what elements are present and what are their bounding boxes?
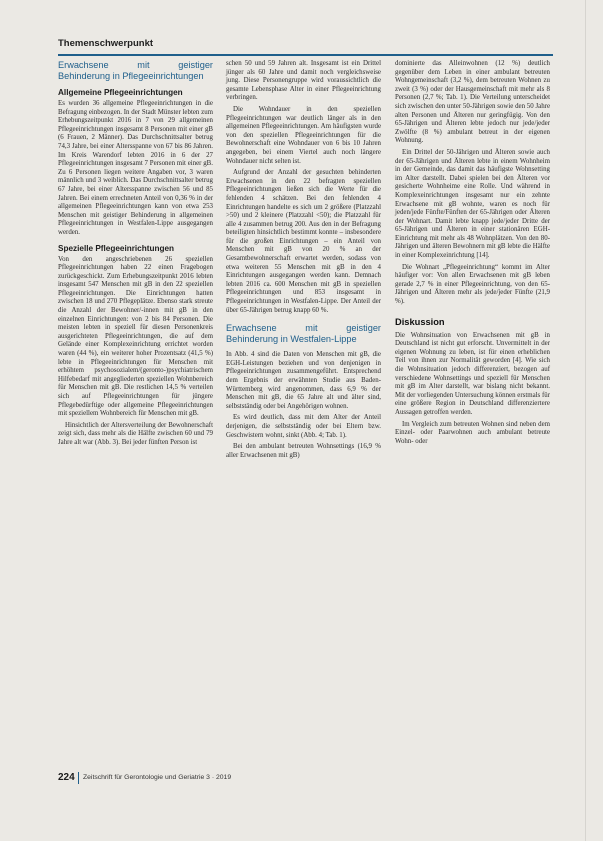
section-title-westfalen: Erwachsene mit geistiger Behinderung in Westfalen-Lippe bbox=[226, 323, 381, 345]
paragraph: Es wird deutlich, dass mit dem Alter der Anteil derjenigen, die selbstständig oder bei Eltern bzw. Geschwistern wohnt, sinkt (Abb. 4; Tab. 1). bbox=[226, 414, 381, 439]
paragraph: Bei den ambulant betreuten Wohnsettings (16,9 % aller Erwachsenen mit gB) bbox=[226, 443, 381, 459]
subheading-spezielle: Spezielle Pflegeeinrichtungen bbox=[58, 243, 175, 253]
heading-diskussion: Diskussion bbox=[395, 316, 445, 327]
paragraph: Hinsichtlich der Altersverteilung der Bewohnerschaft zeigt sich, dass mehr als die Hälfte zwischen 60 und 79 Jahre alt war (Abb. 3). Bei jeder fünften Person ist bbox=[58, 421, 213, 446]
column-3 bbox=[395, 60, 550, 449]
paragraph: Aufgrund der Anzahl der gesuchten behinderten Erwachsenen in den 22 befragten speziellen Pflegeeinrichtungen ließen sich die Werte für die fehlenden 4 schätzen. Bei den fehlenden 4 Einrichtungen handelte es sich um 2 größere (Platzzahl >50) und 2 kleinere (Platzzahl <50); die Platzzahl für alle 4 zusammen betrug 200. Aus den in der Befragung beteiligten hinsichtlich bestimmt konnte – insbesondere für die großen Einrichtungen – ein Anteil von Menschen mit gB von 20 % an der Gesamtbewohnerschaft erwartet werden, sodass von etwa weiteren 55 Menschen mit gB in den 4 Einrichtungen ausgegangen werden kann. Demnach lebten 2016 ca. 600 Menschen mit gB in speziellen Pflegeeinrichtungen und 853 insgesamt in Pflegeeinrichtungen in Westfalen-Lippe. Der Anteil der über 65-Jährigen betrug knapp 60 %. bbox=[226, 169, 381, 314]
page-number: 224 bbox=[58, 772, 75, 783]
page-footer bbox=[58, 772, 553, 786]
paragraph: Ein Drittel der 50-Jährigen und Älteren sowie auch der 65-Jährigen und Älteren lebte in einem Wohnheim in der Gemeinde, das damit das häufigste Wohnsetting im Alter darstellt. Dabei spielen bei den Älteren vor gesicherte Wohnheime eine Rolle. Und während in Komplexeinrichtungen insgesamt nur ein zehnte Erwachsene mit gB wohnte, waren es noch für jeden/jede Fünfte/Fünften der 65-Jährigen oder Älteren der Wohnart. Damit lebte knapp jede/jeder Dritte der 65-Jährigen und Älteren in einer stationären EGH-Einrichtung mit mehr als 48 Wohnplätzen. Von den 80-Jährigen und älteren Bewohnern mit gB lebte die Hälfte in einer Komplexeinrichtung [14]. bbox=[395, 148, 550, 260]
paragraph: Die Wohndauer in den speziellen Pflegeeinrichtungen war deutlich länger als in den allgemeinen Pflegeeinrichtungen. Am häufigsten wurde von den speziellen Pflegeeinrichtungen für die Bewohnerschaft eine Wohndauer von 6 bis 10 Jahren angegeben, bei einem Viertel auch noch längere Wohndauer nicht selten ist. bbox=[226, 105, 381, 165]
paragraph: Im Vergleich zum betreuten Wohnen sind neben dem Einzel- oder Paarwohnen auch ambulant betreute Wohn- oder bbox=[395, 420, 550, 445]
paragraph: Von den angeschriebenen 26 speziellen Pflegeeinrichtungen haben 22 einen Fragebogen zurückgeschickt. Zum Erhebungszeitpunkt 2016 lebten insgesamt 547 Menschen mit gB in den 22 speziellen Pflegeeinrichtungen. Die Einrichtungen hatten zwischen 18 und 270 Pflegeplätze. Ebenso stark streute die Anzahl der Bewohner/-innen mit gB in den einzelnen Einrichtungen: von 2 bis 84 Personen. Die meisten lebten in speziell für diesen Personenkreis ausgerichteten Pflegeeinrichtungen, die auf dem Gelände einer Komplexeinrichtung errichtet worden waren (44 %), ein weiterer hoher Prozentsatz (41,5 %) lebte in Pflegeeinrichtungen für Menschen mit erhöhtem psychosozialem/(geronto-)psychiatrischem Hilfebedarf mit angegliederten speziellen Wohnbereich für Menschen mit gB. Die restlichen 14,5 % verteilen sich auf Pflegeeinrichtungen für jüngere Pflegebedürftige oder allgemeine Pflegeeinrichtungen mit speziellem Wohnbereich für Menschen mit gB. bbox=[58, 255, 213, 418]
paragraph: Die Wohnart „Pflegeeinrichtung“ kommt im Alter häufiger vor: Von allen Erwachsenen mit gB leben gerade 2,7 % in einer Pflegeeinrichtung, von den 65-Jährigen und Älteren mehr als jede/jeder Fünfte (21,9 %). bbox=[395, 263, 550, 306]
paragraph: dominierte das Alleinwohnen (12 %) deutlich gegenüber dem Leben in einer ambulant betreuten Wohngemeinschaft (3,2 %), dem betreuten Wohnen zu zweit (3 %) oder der Hausgemeinschaft mit mehr als 8 Personen (2,7 %; Tab. 1). Die Verteilung unterscheidet sich zwischen den unter 50-Jährigen sowie den 50 Jahre alten Personen und Älteren nur geringfügig. Von den 65-Jährigen und Älteren lebte jedoch nur jede/jeder Zwölfte (8 %) ambulant betreut in der eigenen Wohnung. bbox=[395, 60, 550, 145]
footer-divider bbox=[78, 772, 79, 784]
subheading-allgemeine: Allgemeine Pflegeeinrichtungen bbox=[58, 88, 183, 97]
gutter-shadow bbox=[585, 0, 586, 841]
section-label: Themenschwerpunkt bbox=[58, 38, 154, 49]
column-2 bbox=[226, 60, 381, 463]
paragraph: Die Wohnsituation von Erwachsenen mit gB in Deutschland ist nicht gut erforscht. Unvermittelt in der eigenen Wohnung zu leben, ist für einen erheblichen Teil von ihnen zur Normalität geworden [4]. Wie sich die Wohnsituation jedoch differenziert, bezogen auf verschiedene Wohnsettings und speziell für Menschen mit gB im Alter darstellt, war bislang nicht bekannt. Mit der vorliegenden Untersuchung können erstmals für eine größere Region in Deutschland differenziertere Aussagen getroffen werden. bbox=[395, 331, 550, 416]
journal-citation: Zeitschrift für Gerontologie und Geriatrie 3 · 2019 bbox=[83, 774, 232, 781]
paragraph: In Abb. 4 sind die Daten von Menschen mit gB, die EGH-Leistungen beziehen und von denjenigen in Pflegeeinrichtungen zusammengeführt. Entsprechend dem Ergebnis der erwähnten Studie aus Baden-Württemberg wird angenommen, dass 6,9 % der Menschen mit gB, die 65 Jahre alt und älter sind, selbstständig oder bei Angehörigen wohnen. bbox=[226, 351, 381, 410]
paragraph: schen 50 und 59 Jahren alt. Insgesamt ist ein Drittel jünger als 60 Jahre und damit noch vergleichsweise jung. Diese Personengruppe wird voraussichtlich die gesamte Lebensphase Alter in einer Pflegeeinrichtung verbringen. bbox=[226, 60, 381, 102]
paragraph: Es wurden 36 allgemeine Pflegeeinrichtungen in die Befragung einbezogen. In der Stadt Münster lebten zum Erhebungszeitpunkt 2016 in 7 von 29 allgemeinen Pflegeeinrichtungen insgesamt 8 Personen mit einer gB (6 Frauen, 2 Männer). Das Durchschnittsalter betrug 74,3 Jahre, bei einer Altersspanne von 67 bis 86 Jahren. Im Kreis Warendorf lebten 2016 in 6 der 27 Pflegeeinrichtungen insgesamt 7 Personen mit einer gB. Zu 6 Personen liegen weitere Angaben vor, 3 waren männlich und 3 weiblich. Das Durchschnittsalter betrug 67 Jahre, bei einer Altersspanne zwischen 56 und 85 Jahren. Bei einem errechneten Anteil von 0,36 % in der allgemeinen Pflegeeinrichtungen kann von etwa 253 Menschen mit geistiger Behinderung in allgemeinen Pflegeeinrichtungen in Westfalen-Lippe ausgegangen werden. bbox=[58, 100, 213, 236]
column-1 bbox=[58, 60, 213, 451]
section-header bbox=[58, 38, 553, 56]
section-title: Erwachsene mit geistiger Behinderung in Pflegeeinrichtungen bbox=[58, 60, 213, 81]
